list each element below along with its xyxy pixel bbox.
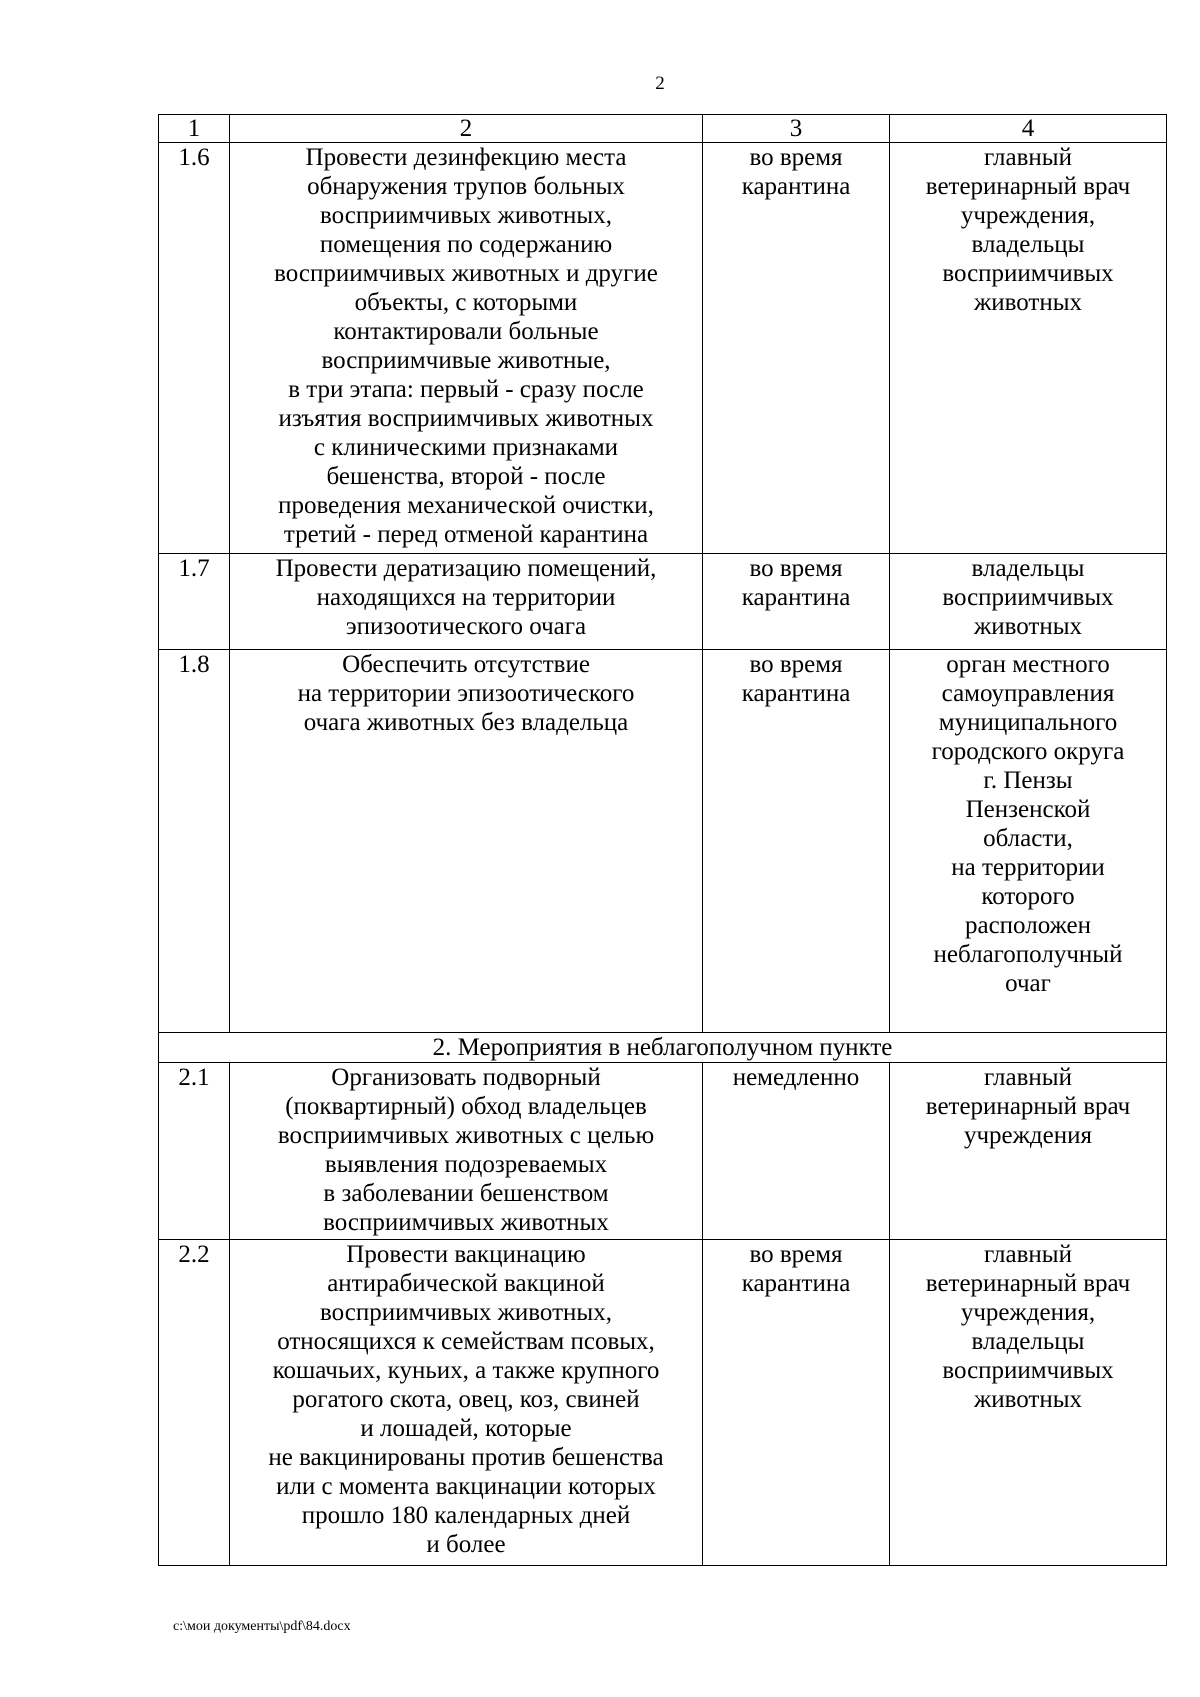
file-path-footer: c:\мои документы\pdf\84.docx	[173, 1619, 351, 1634]
row-number: 1.8	[159, 650, 230, 1033]
section-title: 2. Мероприятия в неблагополучном пункте	[159, 1033, 1167, 1063]
section-row	[159, 1033, 1167, 1063]
row-responsible: орган местного самоуправления муниципального городского округа г. Пензы Пензенской области, на территории которого расположен неблагополучный очаг	[890, 650, 1167, 1033]
row-number: 1.6	[159, 143, 230, 554]
header-cell-4: 4	[890, 115, 1167, 143]
table-row	[159, 143, 1167, 554]
header-cell-2: 2	[230, 115, 703, 143]
table-row	[159, 554, 1167, 650]
table-row	[159, 650, 1167, 1033]
page-number: 2	[655, 73, 665, 94]
row-action: Организовать подворный (поквартирный) обход владельцев восприимчивых животных с целью выявления подозреваемых в заболевании бешенством восприимчивых животных	[230, 1063, 703, 1240]
table-row	[159, 1063, 1167, 1240]
row-action: Обеспечить отсутствие на территории эпизоотического очага животных без владельца	[230, 650, 703, 1033]
row-term: немедленно	[703, 1063, 890, 1240]
row-term: во время карантина	[703, 143, 890, 554]
row-responsible: главный ветеринарный врач учреждения, владельцы восприимчивых животных	[890, 1240, 1167, 1566]
row-number: 2.2	[159, 1240, 230, 1566]
row-number: 1.7	[159, 554, 230, 650]
row-action: Провести дезинфекцию места обнаружения трупов больных восприимчивых животных, помещения по содержанию восприимчивых животных и другие объекты, с которыми контактировали больные восприимчивые животные, в три этапа: первый - сразу после изъятия восприимчивых животных с клиническими признаками бешенства, второй - после проведения механической очистки, третий - перед отменой карантина	[230, 143, 703, 554]
row-responsible: главный ветеринарный врач учреждения, владельцы восприимчивых животных	[890, 143, 1167, 554]
row-term: во время карантина	[703, 1240, 890, 1566]
table-header-row	[159, 115, 1167, 143]
row-action: Провести дератизацию помещений, находящихся на территории эпизоотического очага	[230, 554, 703, 650]
row-number: 2.1	[159, 1063, 230, 1240]
measures-table	[158, 114, 1167, 1566]
row-action: Провести вакцинацию антирабической вакциной восприимчивых животных, относящихся к семействам псовых, кошачьих, куньих, а также крупного рогатого скота, овец, коз, свиней и лошадей, которые не вакцинированы против бешенства или с момента вакцинации которых прошло 180 календарных дней и более	[230, 1240, 703, 1566]
table-row	[159, 1240, 1167, 1566]
header-cell-1: 1	[159, 115, 230, 143]
row-term: во время карантина	[703, 554, 890, 650]
row-term: во время карантина	[703, 650, 890, 1033]
header-cell-3: 3	[703, 115, 890, 143]
row-responsible: владельцы восприимчивых животных	[890, 554, 1167, 650]
row-responsible: главный ветеринарный врач учреждения	[890, 1063, 1167, 1240]
